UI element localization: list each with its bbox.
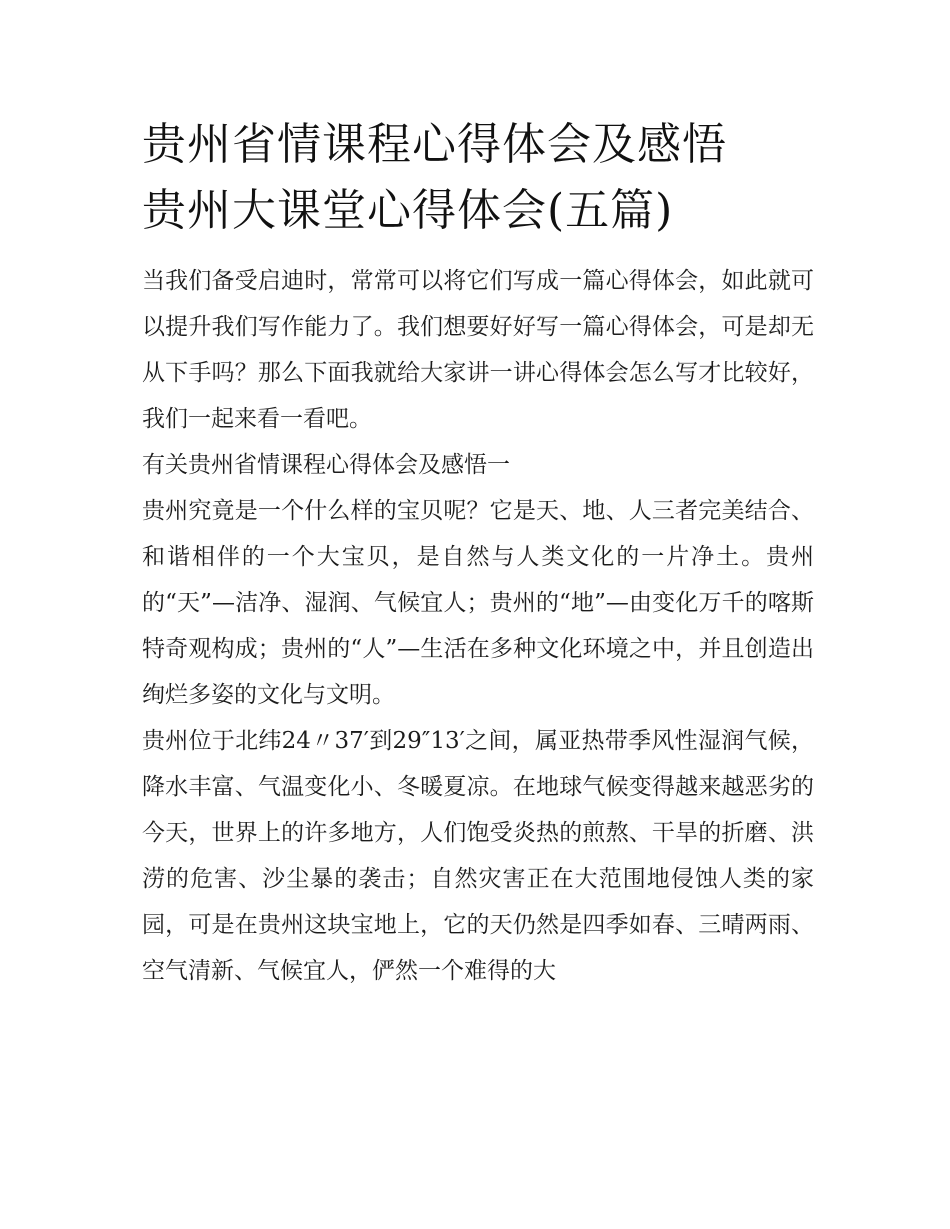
title-line-2: 贵州大课堂心得体会(五篇) (142, 185, 674, 236)
document-page (142, 112, 814, 994)
section-heading: 有关贵州省情课程心得体会及感悟一 (142, 452, 510, 478)
title-line-1: 贵州省情课程心得体会及感悟 (142, 119, 727, 170)
intro-paragraph: 当我们备受启迪时，常常可以将它们写成一篇心得体会，如此就可以提升我们写作能力了。我们想要好好写一篇心得体会，可是却无从下手吗？那么下面我就给大家讲一讲心得体会怎么写才比较好，我们一起来看一看吧。 (142, 268, 814, 432)
body-paragraph-1: 贵州究竟是一个什么样的宝贝呢？它是天、地、人三者完美结合、和谐相伴的一个大宝贝，是自然与人类文化的一片净土。贵州的“天”—洁净、湿润、气候宜人；贵州的“地”—由变化万千的喀斯特奇观构成；贵州的“人”—生活在多种文化环境之中，并且创造出绚烂多姿的文化与文明。 (142, 498, 814, 708)
document-title (142, 112, 814, 244)
body-paragraph-2: 贵州位于北纬24〃37′到29″13′之间，属亚热带季风性湿润气候，降水丰富、气温变化小、冬暖夏凉。在地球气候变得越来越恶劣的今天，世界上的许多地方，人们饱受炎热的煎熬、干旱的折磨、洪涝的危害、沙尘暴的袭击；自然灾害正在大范围地侵蚀人类的家园，可是在贵州这块宝地上，它的天仍然是四季如春、三晴两雨、空气清新、气候宜人，俨然一个难得的大 (142, 728, 814, 984)
